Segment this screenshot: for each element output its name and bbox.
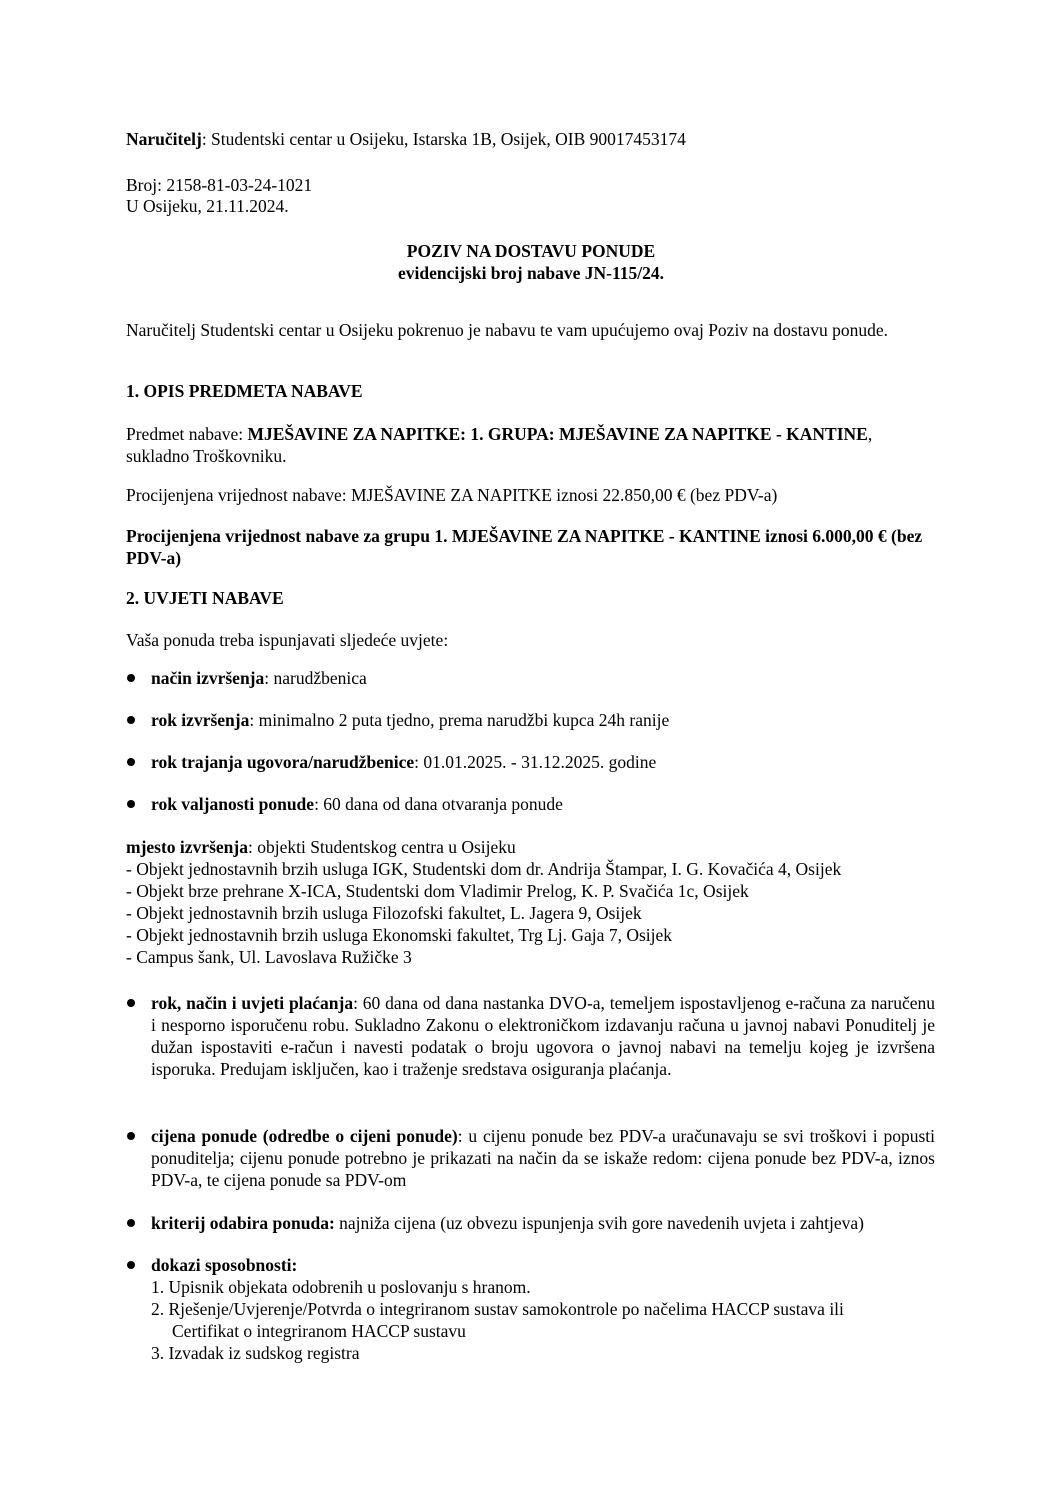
execution-place-label: mjesto izvršenja (126, 837, 248, 857)
offer-validity-text: : 60 dana od dana otvaranja ponude (314, 794, 563, 814)
subject-tail: , sukladno Troškovniku. (126, 424, 873, 466)
bullet-icon (127, 1261, 135, 1269)
contract-duration-text: : 01.01.2025. - 31.12.2025. godine (414, 752, 657, 772)
offer-price (151, 1125, 935, 1191)
offer-validity-label: rok valjanosti ponude (151, 794, 315, 814)
client-line (126, 128, 936, 150)
offer-price-text: : u cijenu ponude bez PDV-a uračunavaju se svi troškovi i popusti ponuditelja; cijenu ponude potrebno je prikazati na način da se iskaže redom: cijena ponude bez PDV-a, iznos PDV-a, te cijena ponude sa PDV-om (151, 1126, 936, 1190)
client-text: : Studentski centar u Osijeku, Istarska 1B, Osijek, OIB 90017453174 (201, 129, 686, 149)
execution-method (151, 667, 935, 689)
execution-method-text: : narudžbenica (264, 668, 367, 688)
bullet-icon (127, 1219, 135, 1227)
proof-item: Certifikat o integriranom HACCP sustavu (172, 1321, 466, 1341)
group-estimate-paragraph: Procijenjena vrijednost nabave za grupu 1. MJEŠAVINE ZA NAPITKE - KANTINE iznosi 6.000,00 € (bez PDV-a) (126, 526, 923, 568)
place-item: - Campus šank, Ul. Lavoslava Ružičke 3 (126, 947, 412, 967)
section1-heading: 1. OPIS PREDMETA NABAVE (126, 381, 363, 401)
subject-bold: MJEŠAVINE ZA NAPITKE: 1. GRUPA: MJEŠAVINE ZA NAPITKE - KANTINE (247, 424, 868, 444)
selection-criterion-label: kriterij odabira ponuda: (151, 1213, 335, 1233)
proof-item: 2. Rješenje/Uvjerenje/Potvrda o integriranom sustav samokontrole po načelima HACCP sustava ili (151, 1299, 844, 1319)
document-number: Broj: 2158-81-03-24-1021 (126, 175, 313, 195)
document-subtitle: evidencijski broj nabave JN-115/24. (397, 263, 665, 283)
proof-item: 3. Izvadak iz sudskog registra (151, 1343, 360, 1363)
bullet-icon (127, 674, 135, 682)
bullet-icon (127, 716, 135, 724)
execution-place-text: : objekti Studentskog centra u Osijeku (247, 837, 516, 857)
place-date: U Osijeku, 21.11.2024. (126, 196, 289, 216)
intro-paragraph: Naručitelj Studentski centar u Osijeku pokrenuo je nabavu te vam upućujemo ovaj Poziv na dostavu ponude. (126, 320, 889, 340)
bullet-icon (127, 1132, 135, 1140)
offer-price-label: cijena ponude (odredbe o cijeni ponude) (151, 1126, 458, 1146)
contract-duration-label: rok trajanja ugovora/narudžbenice (151, 752, 415, 772)
capability-proofs-label: dokazi sposobnosti: (151, 1255, 298, 1275)
conditions-lead: Vaša ponuda treba ispunjavati sljedeće uvjete: (126, 630, 449, 650)
subject-paragraph (126, 423, 936, 467)
place-item: - Objekt brze prehrane X-ICA, Studentski dom Vladimir Prelog, K. P. Svačića 1c, Osijek (126, 881, 749, 901)
execution-method-label: način izvršenja (151, 668, 265, 688)
selection-criterion-text: najniža cijena (uz obvezu ispunjenja svih gore navedenih uvjeta i zahtjeva) (334, 1213, 864, 1233)
client-label: Naručitelj (126, 129, 202, 149)
document-title: POZIV NA DOSTAVU PONUDE (406, 241, 656, 261)
place-item: - Objekt jednostavnih brzih usluga Ekonomski fakultet, Trg Lj. Gaja 7, Osijek (126, 925, 673, 945)
execution-place (126, 836, 936, 858)
payment-terms (151, 992, 935, 1080)
execution-deadline (151, 709, 935, 731)
place-item: - Objekt jednostavnih brzih usluga Filozofski fakultet, L. Jagera 9, Osijek (126, 903, 642, 923)
offer-validity (151, 793, 935, 815)
execution-deadline-text: : minimalno 2 puta tjedno, prema narudžbi kupca 24h ranije (249, 710, 670, 730)
subject-label: Predmet nabave: (126, 424, 248, 444)
bullet-icon (127, 999, 135, 1007)
proof-item: 1. Upisnik objekata odobrenih u poslovanju s hranom. (151, 1277, 531, 1297)
execution-deadline-label: rok izvršenja (151, 710, 250, 730)
payment-terms-label: rok, način i uvjeti plaćanja (151, 993, 354, 1013)
selection-criterion (151, 1212, 935, 1234)
estimate-paragraph: Procijenjena vrijednost nabave: MJEŠAVINE ZA NAPITKE iznosi 22.850,00 € (bez PDV-a) (126, 485, 778, 505)
bullet-icon (127, 800, 135, 808)
place-item: - Objekt jednostavnih brzih usluga IGK, Studentski dom dr. Andrija Štampar, I. G. Kovačića 4, Osijek (126, 859, 842, 879)
payment-terms-text: : 60 dana od dana nastanka DVO-a, temeljem ispostavljenog e-računa za naručenu i nesporno isporučenu robu. Sukladno Zakonu o elektroničkom izdavanju računa u javnoj nabavi Ponuditelj je dužan ispostaviti e-račun i navesti podatak o broju ugovora o javnoj nabavi na temelju kojeg je izvršena isporuka. Predujam isključen, kao i traženje sredstava osiguranja plaćanja. (151, 993, 935, 1079)
section2-heading: 2. UVJETI NABAVE (126, 588, 284, 608)
bullet-icon (127, 758, 135, 766)
contract-duration (151, 751, 935, 773)
